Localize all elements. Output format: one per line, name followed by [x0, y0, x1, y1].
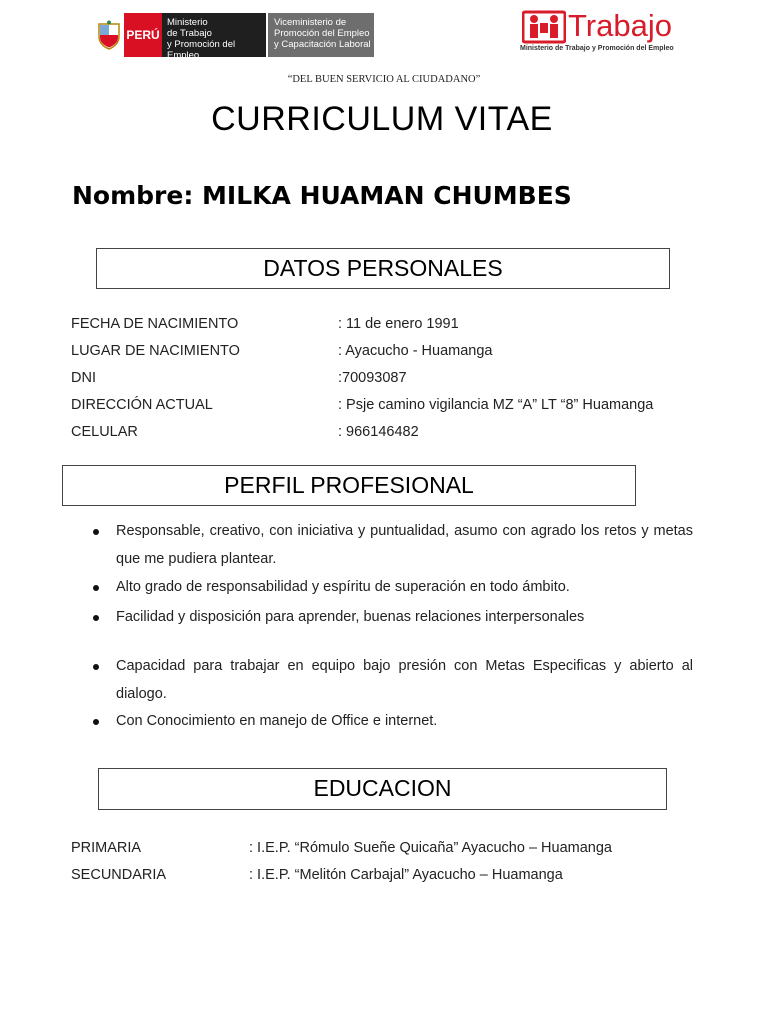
- field-label-secundaria: SECUNDARIA: [71, 867, 167, 883]
- section-heading-datos: DATOS PERSONALES: [96, 248, 670, 289]
- field-value-secundaria: : I.E.P. “Melitón Carbajal” Ayacucho – Huamanga: [249, 867, 563, 883]
- trabajo-logo: [520, 10, 692, 56]
- field-value-phone: : 966146482: [338, 424, 419, 440]
- bullet-icon: [93, 664, 99, 670]
- people-icon: [522, 10, 566, 44]
- list-item-text: Con Conocimiento en manejo de Office e internet.: [116, 713, 438, 729]
- trabajo-subtitle: Ministerio de Trabajo y Promoción del Empleo: [520, 45, 674, 52]
- list-item-text: Capacidad para trabajar en equipo bajo presión con Metas Especificas y abierto al dialogo.: [116, 658, 693, 702]
- section-heading-perfil: PERFIL PROFESIONAL: [62, 465, 636, 506]
- list-item-text: Facilidad y disposición para aprender, buenas relaciones interpersonales: [116, 609, 585, 625]
- candidate-name: Nombre: MILKA HUAMAN CHUMBES: [72, 181, 572, 210]
- bullet-icon: [93, 585, 99, 591]
- page-title: CURRICULUM VITAE: [211, 100, 553, 138]
- field-value-birthplace: : Ayacucho - Huamanga: [338, 343, 493, 359]
- field-label-address: DIRECCIÓN ACTUAL: [71, 397, 213, 413]
- field-label-primaria: PRIMARIA: [71, 840, 142, 856]
- field-label-dni: DNI: [71, 370, 96, 386]
- gov-logo: [94, 13, 378, 61]
- section-heading-educacion: EDUCACION: [98, 768, 667, 810]
- coat-of-arms-icon: [94, 13, 124, 57]
- list-item-text: Responsable, creativo, con iniciativa y puntualidad, asumo con agrado los retos y metas que me pudiera plantear.: [116, 523, 693, 567]
- bullet-icon: [93, 615, 99, 621]
- viceministerio-label: Viceministerio de Promoción del Empleo y Capacitación Laboral: [268, 13, 374, 57]
- field-label-birthplace: LUGAR DE NACIMIENTO: [71, 343, 240, 359]
- trabajo-wordmark: Trabajo: [568, 8, 672, 43]
- motto: “DEL BUEN SERVICIO AL CIUDADANO”: [287, 74, 481, 85]
- list-item-text: Alto grado de responsabilidad y espíritu de superación en todo ámbito.: [116, 579, 570, 595]
- peru-label: PERÚ: [124, 13, 162, 57]
- field-label-phone: CELULAR: [71, 424, 138, 440]
- field-value-primaria: : I.E.P. “Rómulo Sueñe Quicaña” Ayacucho – Huamanga: [249, 840, 612, 856]
- field-value-address: : Psje camino vigilancia MZ “A” LT “8” Huamanga: [338, 397, 654, 413]
- field-label-birthdate: FECHA DE NACIMIENTO: [71, 316, 239, 332]
- ministerio-label: Ministerio de Trabajo y Promoción del Empleo: [162, 13, 266, 57]
- field-value-dni: :70093087: [338, 370, 407, 386]
- bullet-icon: [93, 719, 99, 725]
- bullet-icon: [93, 529, 99, 535]
- field-value-birthdate: : 11 de enero 1991: [338, 316, 459, 332]
